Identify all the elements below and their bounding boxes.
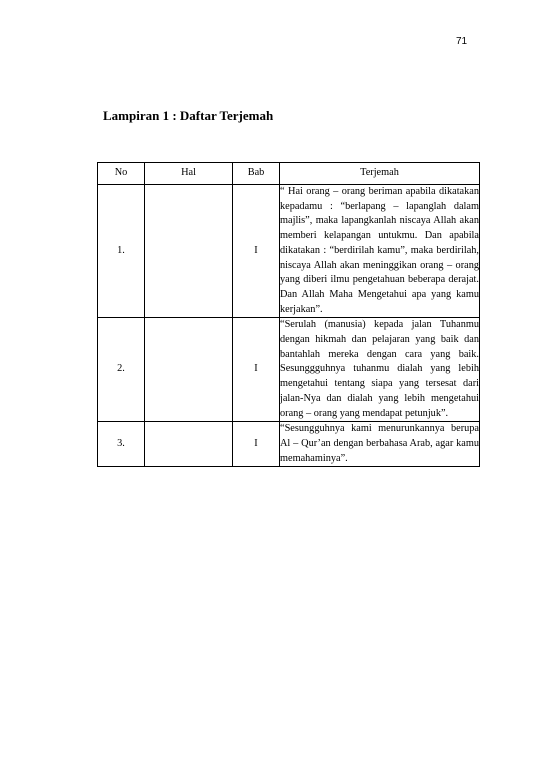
header-no: No (98, 163, 145, 185)
header-terjemah: Terjemah (280, 163, 480, 185)
row-bab: I (233, 185, 280, 318)
row-terjemah: “Sesungguhnya kami menurunkannya berupa Al – Qur’an dengan berbahasa Arab, agar kamu memahaminya”. (280, 422, 480, 467)
row-hal (145, 422, 233, 467)
table-row (98, 422, 480, 467)
row-hal (145, 185, 233, 318)
row-terjemah: “ Hai orang – orang beriman apabila dikatakan kepadamu : “berlapang – lapanglah dalam majlis”, maka lapangkanlah niscaya Allah akan memberi kelapangan untukmu. Dan apabila dikatakan : “berdirilah kamu”, maka berdirilah, niscaya Allah akan meninggikan orang – orang yang diberi ilmu pengetahuan beberapa derajat. Dan Allah Maha Mengetahui apa yang kamu kerjakan”. (280, 185, 480, 318)
header-hal: Hal (145, 163, 233, 185)
row-bab: I (233, 318, 280, 422)
table-header-row (98, 163, 480, 185)
row-no: 3. (98, 422, 145, 467)
table-row (98, 185, 480, 318)
header-bab: Bab (233, 163, 280, 185)
row-terjemah: “Serulah (manusia) kepada jalan Tuhanmu dengan hikmah dan pelajaran yang baik dan bantahlah mereka dengan cara yang baik. Sesunggguhnya tuhanmu dialah yang lebih mengetahui tentang siapa yang tersesat dari jalan-Nya dan dialah yang lebih mengetahui orang – orang yang mendapat petunjuk”. (280, 318, 480, 422)
row-bab: I (233, 422, 280, 467)
translation-table (97, 162, 480, 467)
row-no: 2. (98, 318, 145, 422)
page-title: Lampiran 1 : Daftar Terjemah (103, 108, 274, 123)
table-row (98, 318, 480, 422)
row-no: 1. (98, 185, 145, 318)
row-hal (145, 318, 233, 422)
page-number: 71 (456, 36, 468, 47)
